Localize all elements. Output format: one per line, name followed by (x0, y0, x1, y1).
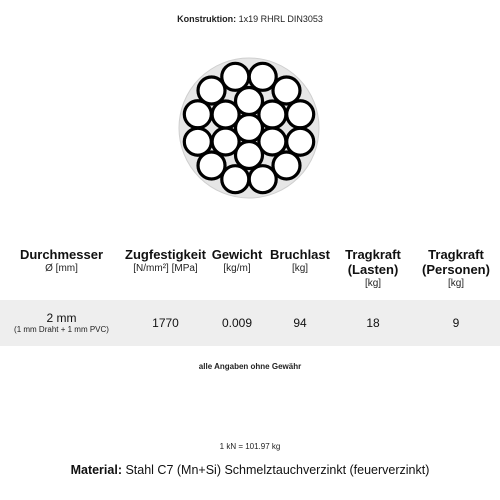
col-durchmesser: Durchmesser Ø [mm] (0, 247, 123, 300)
col-tragkraft-personen-unit: [kg] (447, 278, 465, 289)
cell-gewicht: 0.009 (208, 300, 266, 346)
col-zugfestigkeit-unit: [N/mm²] [MPa] (133, 263, 198, 274)
table-header-row (0, 247, 500, 300)
col-durchmesser-unit: Ø [mm] (45, 263, 78, 274)
cell-durchmesser: 2 mm (1 mm Draht + 1 mm PVC) (0, 300, 123, 346)
material-line (0, 463, 500, 477)
disclaimer-text: alle Angaben ohne Gewähr (198, 362, 302, 371)
table-row (0, 300, 500, 346)
wire-strand (249, 166, 276, 193)
col-gewicht-unit: [kg/m] (223, 263, 251, 274)
col-zugfestigkeit: Zugfestigkeit [N/mm²] [MPa] (123, 247, 208, 300)
col-tragkraft-personen: Tragkraft (Personen) [kg] (412, 247, 500, 300)
wire-strand (184, 128, 211, 155)
construction-label: Konstruktion: (177, 14, 237, 24)
material-value: Stahl C7 (Mn+Si) Schmelztauchverzinkt (feuerverzinkt) (125, 463, 430, 477)
conversion-text: 1 kN = 101.97 kg (219, 442, 281, 451)
col-bruchlast-unit: [kg] (291, 263, 309, 274)
wire-strand (212, 128, 239, 155)
cell-zugfestigkeit: 1770 (123, 300, 208, 346)
col-bruchlast: Bruchlast [kg] (266, 247, 334, 300)
wire-strand (287, 101, 314, 128)
col-tragkraft-lasten-unit: [kg] (364, 278, 382, 289)
cell-durchmesser-note: (1 mm Draht + 1 mm PVC) (14, 325, 109, 334)
construction-line (0, 14, 500, 24)
wire-strand (212, 101, 239, 128)
col-tragkraft-lasten: Tragkraft (Lasten) [kg] (334, 247, 412, 300)
construction-value: 1x19 RHRL DIN3053 (238, 14, 323, 24)
wire-strand (222, 63, 249, 90)
cell-bruchlast: 94 (266, 300, 334, 346)
wire-rope-cross-section (178, 57, 320, 199)
col-gewicht: Gewicht [kg/m] (208, 247, 266, 300)
wire-strand (259, 101, 286, 128)
cell-tragkraft-lasten: 18 (334, 300, 412, 346)
material-label: Material: (70, 463, 122, 477)
specs-table (0, 247, 500, 346)
cell-tragkraft-personen: 9 (412, 300, 500, 346)
